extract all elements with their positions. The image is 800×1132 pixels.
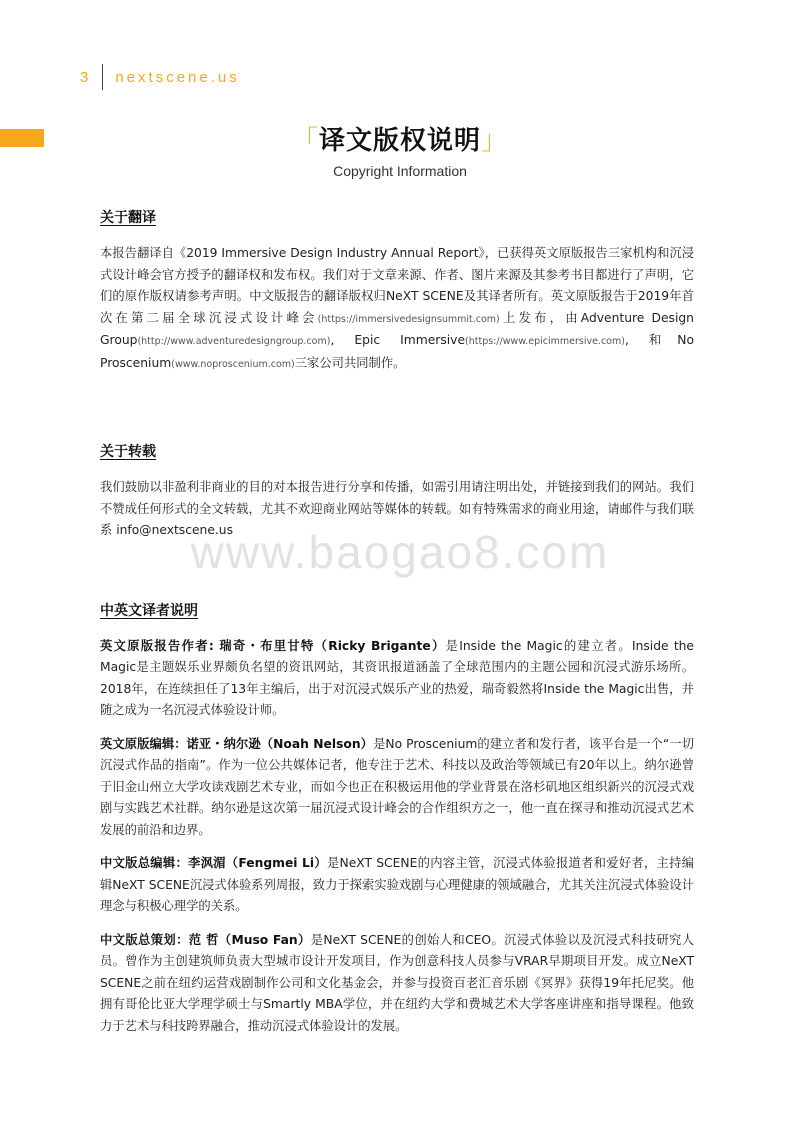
translation-text-3: , Epic Immersive	[330, 333, 466, 347]
translator-label: 英文原版报告作者: 瑞奇・布里甘特（Ricky Brigante）	[100, 638, 446, 653]
title-block	[0, 120, 800, 179]
translator-entry	[100, 853, 694, 918]
adg-url: (http://www.adventuredesigngroup.com)	[137, 336, 331, 347]
translation-text-1: 本报告翻译自《2019 Immersive Design Industry Annual Report》，已获得英文原版报告三家机构和沉浸式设计峰会官方授予的翻译权和发布权。我们对于文章来源、作者、图片来源及其参考书目都进行了声明，它们的原作版权请参考声明。中文版报告的翻译版权归NeXT SCENE及其译者所有。英文原版报告于2019年首次在第二届全球沉浸式设计峰会	[100, 246, 694, 325]
translator-text: 是NeXT SCENE的创始人和CEO。沉浸式体验以及沉浸式科技研究人员。曾作为主创建筑师负责大型城市设计开发项目，作为创意科技人员参与VRAR早期项目开发。成立NeXT SCENE之前在纽约运营戏剧制作公司和文化基金会，并参与投资百老汇音乐剧《冥界》获得19年托尼奖。他拥有哥伦比亚大学理学硕士与Smartly MBA学位，并在纽约大学和费城艺术大学客座讲座和指导课程。他致力于艺术与科技跨界融合，推动沉浸式体验设计的发展。	[100, 932, 694, 1033]
page-subtitle: Copyright Information	[333, 163, 467, 179]
translator-label: 英文原版编辑：诺亚・纳尔逊（Noah Nelson）	[100, 736, 374, 751]
noproscenium-url: (www.noproscenium.com)	[171, 358, 295, 370]
translator-text: 是No Proscenium的建立者和发行者，该平台是一个“一切沉浸式作品的指南”。作为一位公共媒体记者，他专注于艺术、科技以及政治等领域已有20年以上。纳尔逊曾于旧金山州立大学攻读戏剧艺术专业，而如今也正在积极运用他的学业背景在洛杉矶地区组织新兴的沉浸式戏剧与实践艺术社群。纳尔逊是这次第一届沉浸式设计峰会的合作组织方之一，他一直在探寻和推动沉浸式艺术发展的前沿和边界。	[100, 736, 694, 837]
main-content	[100, 207, 694, 1037]
section-heading-reprint: 关于转载	[100, 444, 156, 460]
title-text: 译文版权说明	[318, 126, 481, 156]
watermark: www.baogao8.com	[190, 526, 610, 578]
translation-paragraph	[100, 243, 694, 375]
translation-text-2: 上发布，由Adventure Design Group	[100, 310, 694, 347]
header-divider	[102, 64, 103, 90]
page-header	[80, 64, 240, 90]
translator-entry	[100, 930, 694, 1038]
page-title	[0, 120, 800, 157]
section-heading-translators: 中英文译者说明	[100, 602, 198, 619]
section-heading-translation: 关于翻译	[100, 210, 156, 226]
site-name: nextscene.us	[115, 68, 240, 86]
translator-text: 是Inside the Magic的建立者。Inside the Magic是主题娱乐业界颇负名望的资讯网站，其资讯报道涵盖了全球范围内的主题公园和沉浸式游乐场所。2018年，在连续担任了13年主编后，出于对沉浸式娱乐产业的热爱，瑞奇毅然将Inside the Magic出售，并随之成为一名沉浸式体验设计师。	[100, 638, 694, 717]
translation-text-4: , 和No Proscenium	[100, 333, 694, 370]
title-open-bracket: 「	[291, 126, 319, 156]
translation-text-5: 三家公司共同制作。	[294, 355, 406, 370]
summit-url: (https://immersivedesignsummit.com)	[317, 313, 500, 325]
translator-entry	[100, 734, 694, 842]
translator-label: 中文版总策划：范 哲（Muso Fan）	[100, 932, 311, 947]
translator-label: 中文版总编辑：李沨湄（Fengmei Li）	[100, 856, 327, 870]
translator-entry	[100, 636, 694, 722]
translator-text: 是NeXT SCENE的内容主管，沉浸式体验报道者和爱好者，主持编辑NeXT SCENE沉浸式体验系列周报，致力于探索实验戏剧与心理健康的领域融合，尤其关注沉浸式体验设计理念与积极心理学的关系。	[100, 856, 695, 913]
epic-url: (https://www.epicimmersive.com)	[465, 336, 625, 347]
reprint-paragraph: 我们鼓励以非盈利非商业的目的对本报告进行分享和传播，如需引用请注明出处，并链接到我们的网站。我们不赞成任何形式的全文转载，尤其不欢迎商业网站等媒体的转载。如有特殊需求的商业用途，请邮件与我们联系 info@nextscene.us	[100, 480, 694, 537]
title-close-bracket: 」	[481, 126, 509, 156]
page-number: 3	[80, 68, 89, 86]
